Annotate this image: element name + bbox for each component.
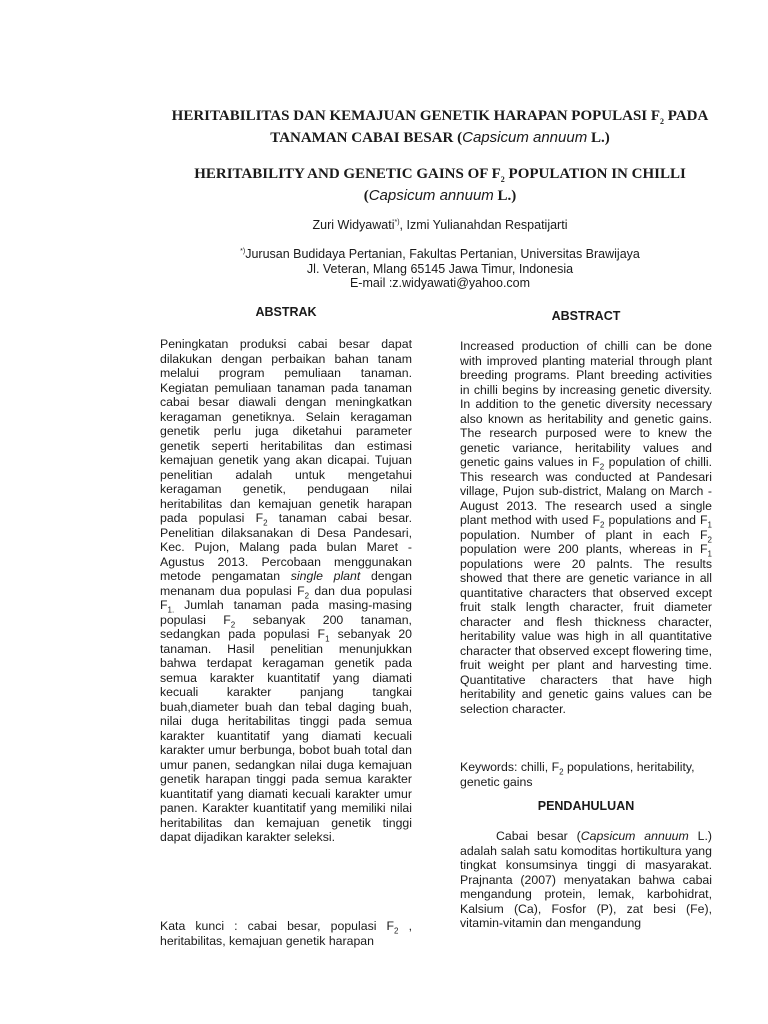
keywords: Keywords: chilli, $F_2$ populations, heritability, genetic gains [460,760,695,789]
abstrak-body: Peningkatan produksi cabai besar dapat dilakukan dengan perbaikan bahan tanam melalui program pemuliaan tanaman. Kegiatan pemuliaan tanaman pada tanaman cabai besar diawali dengan meningkatkan keragaman genetiknya. Selain keragaman genetik perlu juga diketahui parameter genetik seperti heritabilitas dan estimasi kemajuan genetik yang akan dicapai. Tujuan penelitian adalah untuk mengetahui keragaman genetik, pendugaan nilai heritabilitas dan kemajuan genetik harapan pada populasi $F_2$ tanaman cabai besar. Penelitian dilaksanakan di Desa Pandesari, Kec. Pujon, Malang pada bulan Maret - Agustus 2013. Percobaan menggunakan metode pengamatan single plant dengan menanam dua populasi $F_2$ dan dua populasi $F_{1.}$ Jumlah tanaman pada masing-masing populasi $F_2$ sebanyak 200 tanaman, sedangkan pada populasi $F_1$ sebanyak 20 tanaman. Hasil penelitian menunjukkan bahwa terdapat keragaman genetik pada semua karakter kuantitatif yang diamati kecuali karakter panjang tangkai buah,diameter buah dan tebal daging buah, nilai duga heritabilitas tinggi pada semua karakter kuantitatif yang diamati kecuali karakter umur berbunga, bobot buah total dan umur panen, sedangkan nilai duga kemajuan genetik harapan tinggi pada semua karakter kuantitatif yang diamati kecuali karakter umur panen. Karakter kuantitatif yang memiliki nilai heritabilitas dan kemajuan genetik tinggi dapat dijadikan karakter seleksi. [160,337,413,844]
affiliation: *)Jurusan Budidaya Pertanian, Fakultas Pertanian, Universitas Brawijaya Jl. Veteran, Mlang 65145 Jawa Timur, Indonesia E-mail :z.widyawati@yahoo.com [0,247,768,291]
pendahuluan-body: Cabai besar (Capsicum annuum L.) adalah salah satu komoditas hortikultura yang tingkat konsumsinya tinggi di masyarakat. Prajnanta (2007) menyatakan bahwa cabai mengandung protein, lemak, karbohidrat, Kalsium (Ca), Fosfor (P), zat besi (Fe), vitamin-vitamin dan mengandung [460,829,712,930]
pendahuluan-heading: PENDAHULUAN [537,799,635,813]
email: E-mail :z.widyawati@yahoo.com [349,276,531,290]
abstract-heading: ABSTRACT [551,309,621,323]
abstract-body: Increased production of chilli can be done with improved planting material through plant breeding programs. Plant breeding activities in chilli begins by increasing genetic diversity. In addition to the genetic diversity necessary also known as heritability and genetic gains. The research purposed were to knew the genetic variance, heritability values and genetic gains values in $F_2$ population of chilli. This research was conducted at Pandesari village, Pujon sub-district, Malang on March - August 2013. The research used a single plant method with used $F_2$ populations and $F_1$ population. Number of plant in each $F_2$ population were 200 plants, whereas in $F_1$ populations were 20 palnts. The results showed that there are genetic variance in all quantitative characters that observed except fruit stalk length character, fruit diameter character and flesh thickness character, heritability value was high in all quantitative character that observed except flowering time, fruit weight per plant and harvesting time. Quantitative characters that have high heritability and genetic gains values can be selection character. [460,339,712,716]
title-english: HERITABILITY AND GENETIC GAINS OF $F_2$ POPULATION IN CHILLI (Capsicum annuum L.) [194,166,686,204]
authors: Zuri Widyawati*), Izmi Yulianahdan Respatijarti [312,218,568,232]
title-indonesian: HERITABILITAS DAN KEMAJUAN GENETIK HARAPAN POPULASI $F_2$ PADA TANAMAN CABAI BESAR (Capsicum annuum L.) [171,108,709,146]
kata-kunci: Kata kunci : cabai besar, populasi $F_2$ , heritabilitas, kemajuan genetik harapan [160,919,412,948]
abstrak-heading: ABSTRAK [255,305,317,319]
